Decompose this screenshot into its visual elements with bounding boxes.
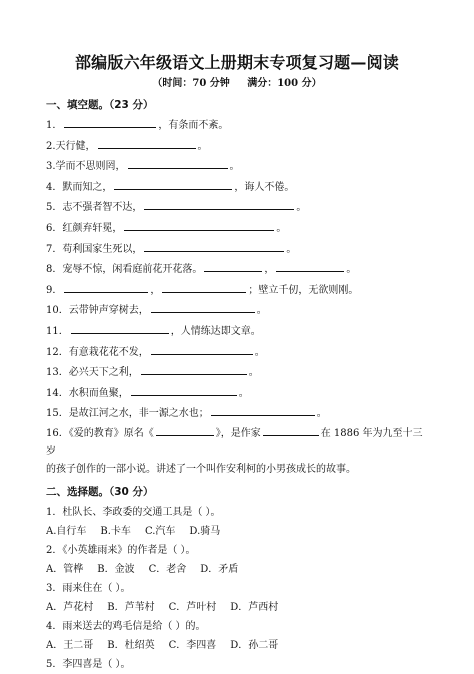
question-text: ， [264,264,275,276]
mc-question-3-stem: 3．雨来住在（ ）。 [46,582,131,594]
question-text: 。 [197,140,208,152]
answer-blank[interactable] [151,344,253,355]
question-number: 12． [46,346,69,358]
option-c[interactable]: C．芦叶村 [168,601,217,613]
worksheet-content [46,94,426,674]
answer-blank[interactable] [144,241,284,252]
mc-question-2-options [46,560,426,579]
question-14 [46,384,426,405]
question-text: 。 [229,161,240,173]
question-number: 4． [46,181,63,193]
option-d[interactable]: D．矛盾 [200,563,239,575]
question-number: 2. [46,140,56,152]
answer-blank[interactable] [98,138,196,149]
question-text: ，诲人不倦。 [234,181,295,193]
question-4 [46,178,426,199]
question-number: 9． [46,284,63,296]
mc-question-1-options [46,522,426,541]
answer-blank[interactable] [64,282,148,293]
answer-blank[interactable] [64,117,156,128]
question-12 [46,343,426,364]
option-b[interactable]: B．金波 [97,563,135,575]
question-8 [46,260,426,281]
page-subtitle: （时间：70 分钟 满分：100 分） [152,78,322,89]
answer-blank[interactable] [144,199,294,210]
option-d[interactable]: D.骑马 [189,525,221,537]
question-text: 是故江河之水，非一源之水也； [68,408,209,420]
question-text: ，人情练达即文章。 [170,325,261,337]
question-number: 5． [46,202,63,214]
question-text: 宠辱不惊，闲看庭前花开花落。 [62,264,203,276]
question-text: 必兴天下之利， [68,367,139,379]
question-text: 。 [296,202,307,214]
question-text: 。 [346,264,357,276]
option-c[interactable]: C.汽车 [144,525,176,537]
option-a[interactable]: A．芦花村 [46,601,94,613]
question-number: 7． [46,243,63,255]
answer-blank[interactable] [141,364,247,375]
option-a[interactable]: A．管桦 [46,563,84,575]
answer-blank[interactable] [204,261,262,272]
question-number: 10． [46,305,69,317]
question-text: 。 [248,367,259,379]
question-number: 13． [46,367,69,379]
question-16 [46,425,426,479]
answer-blank[interactable] [156,425,214,436]
mc-question-2-stem: 2．《小英雄雨来》的作者是（ ）。 [46,544,196,556]
question-3 [46,157,426,178]
question-text: 默而知之， [62,181,113,193]
option-b[interactable]: B．杜绍英 [107,639,155,651]
question-11 [46,322,426,343]
question-text: 学而不思则罔， [55,161,126,173]
option-d[interactable]: D．芦西村 [230,601,279,613]
question-1 [46,116,426,137]
mc-question-1-stem: 1．杜队长、李政委的交通工具是（ ）。 [46,506,221,518]
question-10 [46,301,426,322]
question-5 [46,198,426,219]
question-text: 在 1886 年为九至十三岁 [46,427,423,457]
option-b[interactable]: B.卡车 [100,525,131,537]
question-13 [46,363,426,384]
mc-question-3-options [46,598,426,617]
question-text: 水积而鱼聚， [68,387,129,399]
question-9 [46,281,426,302]
question-number: 11． [46,325,69,337]
option-c[interactable]: C．李四喜 [168,639,217,651]
question-number: 14． [46,387,69,399]
answer-blank[interactable] [128,158,228,169]
question-number: 3. [46,161,56,173]
question-text: 。 [254,346,265,358]
question-number: 6． [46,222,63,234]
question-number: 1． [46,120,63,131]
question-number: 15． [46,408,69,420]
answer-blank[interactable] [211,405,315,416]
question-text: 。 [238,387,249,399]
option-d[interactable]: D．孙二哥 [230,639,279,651]
answer-blank[interactable] [263,425,319,436]
question-text: 。 [276,222,287,234]
option-a[interactable]: A．王二哥 [46,639,94,651]
section-fill-blanks-heading: 一、填空题。（23 分） [46,99,154,111]
question-2 [46,137,426,158]
question-text: 有意栽花花不发， [68,346,149,358]
question-text: 。 [286,243,297,255]
question-text: ；壁立千仞，无欲则刚。 [248,284,359,296]
answer-blank[interactable] [124,220,274,231]
answer-blank[interactable] [151,302,255,313]
question-text: 志不强者智不达， [62,202,143,214]
question-15 [46,404,426,425]
option-c[interactable]: C．老舍 [148,563,187,575]
answer-blank[interactable] [131,385,237,396]
answer-blank[interactable] [71,323,169,334]
answer-blank[interactable] [162,282,246,293]
question-text: ， [150,284,161,296]
page-title: 部编版六年级语文上册期末专项复习题—阅读 [74,53,399,72]
answer-blank[interactable] [114,179,232,190]
answer-blank[interactable] [276,261,344,272]
question-text: 苟利国家生死以， [62,243,143,255]
mc-question-5-stem: 5．李四喜是（ ）。 [46,658,131,670]
question-text: 云带钟声穿树去， [68,305,149,317]
question-6 [46,219,426,240]
question-text: 》，是作家 [215,427,261,439]
question-text: 的孩子创作的一部小说。讲述了一个叫作安利柯的小男孩成长的故事。 [46,463,356,475]
question-text: 。 [256,305,267,317]
option-a[interactable]: A.自行车 [46,525,87,537]
question-text: 红颜弃轩冕， [62,222,123,234]
question-text: ，有条而不紊。 [158,120,229,131]
option-b[interactable]: B．芦苇村 [107,601,155,613]
question-7 [46,240,426,261]
question-text: 16．《爱的教育》原名《 [46,427,154,439]
section-multiple-choice-heading: 二、选择题。（30 分） [46,485,154,498]
mc-question-4-stem: 4．雨来送去的鸡毛信是给（ ）的。 [46,620,206,632]
question-text: 。 [316,408,327,420]
question-number: 8． [46,264,63,276]
mc-question-4-options [46,636,426,655]
question-text: 天行健， [55,140,96,152]
